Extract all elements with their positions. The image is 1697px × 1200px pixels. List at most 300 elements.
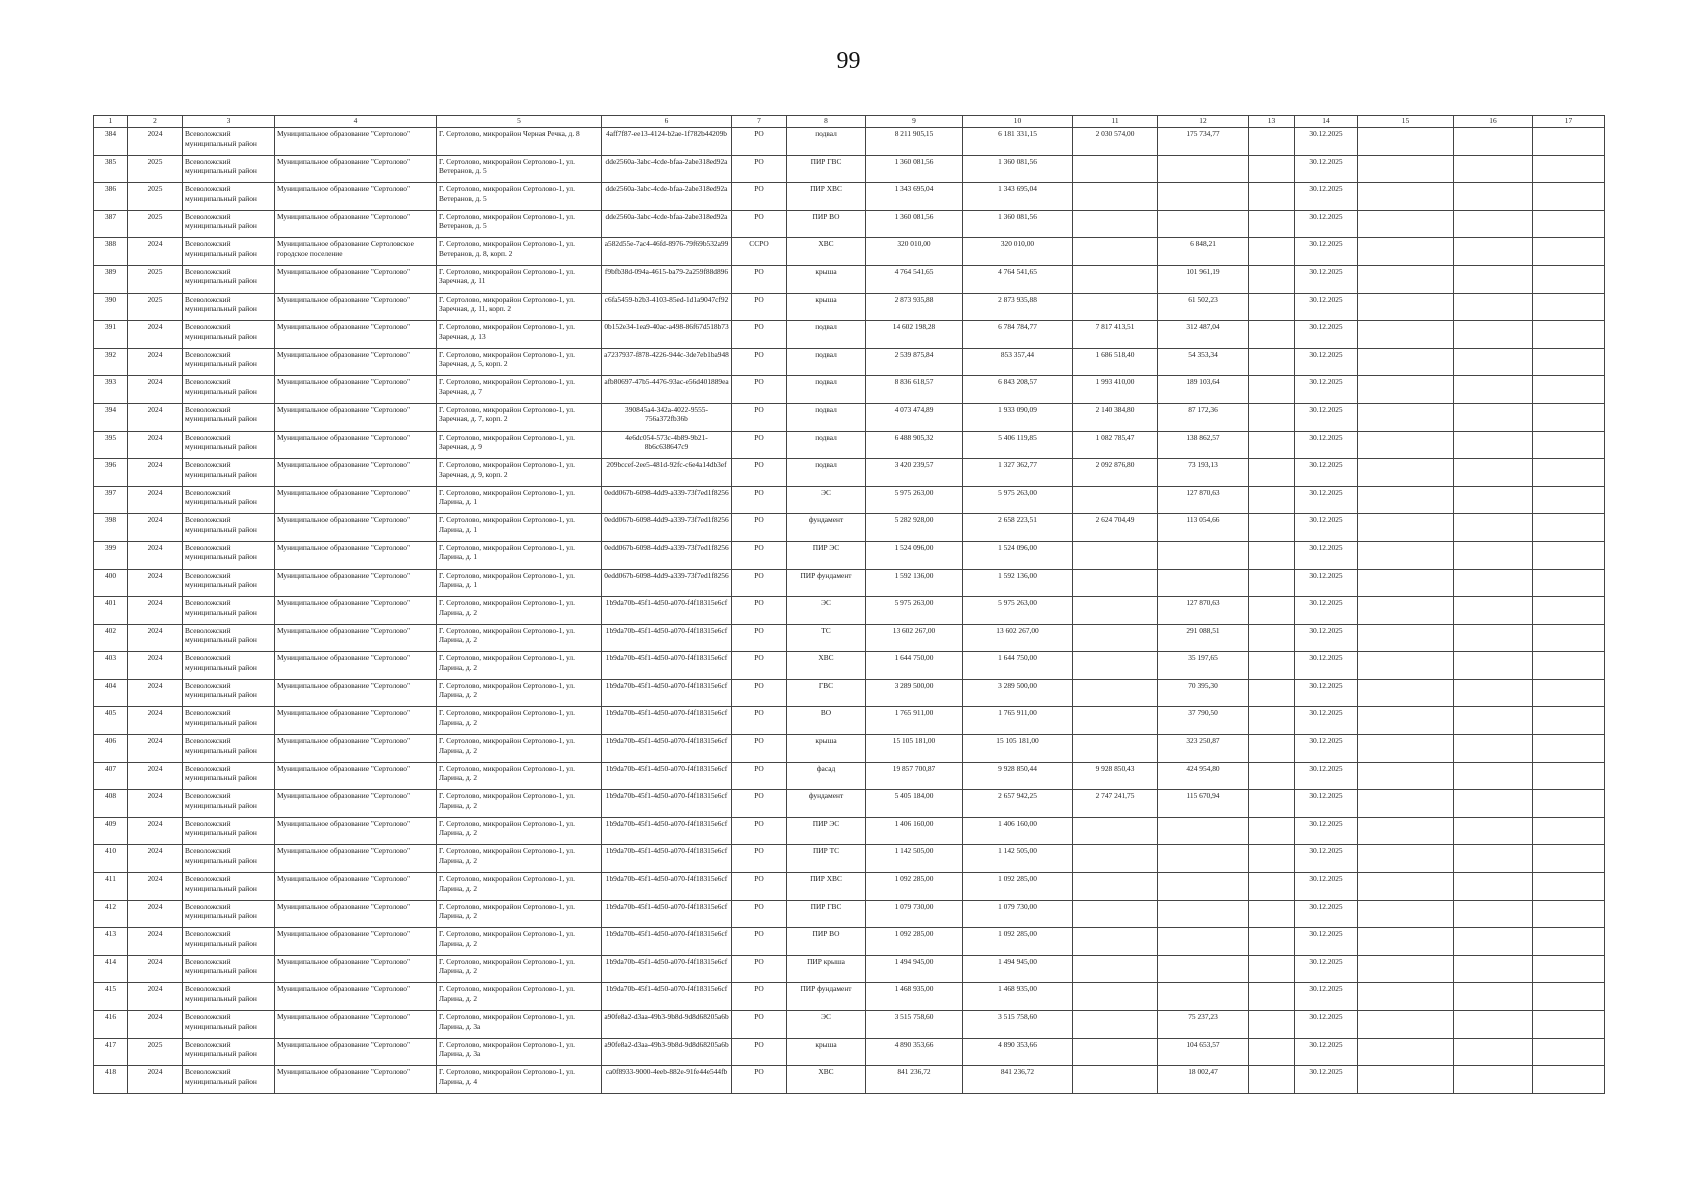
cost-fund-cell: 1 142 505,00 bbox=[963, 845, 1073, 873]
completion-date-cell: 30.12.2025 bbox=[1295, 735, 1358, 763]
table-row bbox=[94, 183, 1605, 211]
total-cost-cell: 5 282 928,00 bbox=[866, 514, 963, 542]
house-guid-cell: 1b9da70b-45f1-4d50-a070-f4f18315e6cf bbox=[602, 928, 732, 956]
cost-control-cell: 87 172,36 bbox=[1158, 403, 1249, 431]
cost-fund-cell: 2 873 935,88 bbox=[963, 293, 1073, 321]
house-guid-cell: dde2560a-3abc-4cde-bfaa-2abe318ed92a bbox=[602, 183, 732, 211]
address-cell: Г. Сертолово, микрорайон Сертолово-1, ул. Ларина, д. 3а bbox=[437, 1038, 602, 1066]
program-cell: РО bbox=[732, 514, 787, 542]
row-number-cell: 402 bbox=[94, 624, 128, 652]
cost-control-cell: 127 870,63 bbox=[1158, 486, 1249, 514]
cost-control-cell bbox=[1158, 845, 1249, 873]
address-cell: Г. Сертолово, микрорайон Сертолово-1, ул. Ветеранов, д. 5 bbox=[437, 210, 602, 238]
municipality-cell: Муниципальное образование "Сертолово" bbox=[275, 128, 437, 156]
column-number-17: 17 bbox=[1533, 116, 1605, 128]
district-cell: Всеволожский муниципальный район bbox=[183, 597, 275, 625]
district-cell: Всеволожский муниципальный район bbox=[183, 541, 275, 569]
table-row bbox=[94, 265, 1605, 293]
work-type-cell: подвал bbox=[787, 403, 866, 431]
row-number-cell: 387 bbox=[94, 210, 128, 238]
work-type-cell: фундамент bbox=[787, 790, 866, 818]
col-13-cell bbox=[1249, 514, 1295, 542]
total-cost-cell: 841 236,72 bbox=[866, 1066, 963, 1094]
work-type-cell: фундамент bbox=[787, 514, 866, 542]
cost-other-cell bbox=[1073, 1066, 1158, 1094]
year-cell: 2024 bbox=[128, 1011, 183, 1039]
col-13-cell bbox=[1249, 459, 1295, 487]
district-cell: Всеволожский муниципальный район bbox=[183, 955, 275, 983]
work-type-cell: крыша bbox=[787, 293, 866, 321]
col-17-cell bbox=[1533, 541, 1605, 569]
district-cell: Всеволожский муниципальный район bbox=[183, 1011, 275, 1039]
col-17-cell bbox=[1533, 348, 1605, 376]
district-cell: Всеволожский муниципальный район bbox=[183, 321, 275, 349]
table-row bbox=[94, 1066, 1605, 1094]
col-15-cell bbox=[1358, 210, 1454, 238]
house-guid-cell: dde2560a-3abc-4cde-bfaa-2abe318ed92a bbox=[602, 155, 732, 183]
col-15-cell bbox=[1358, 652, 1454, 680]
cost-fund-cell: 1 360 081,56 bbox=[963, 155, 1073, 183]
col-16-cell bbox=[1454, 1066, 1533, 1094]
completion-date-cell: 30.12.2025 bbox=[1295, 128, 1358, 156]
cost-fund-cell: 2 657 942,25 bbox=[963, 790, 1073, 818]
completion-date-cell: 30.12.2025 bbox=[1295, 652, 1358, 680]
cost-other-cell bbox=[1073, 541, 1158, 569]
row-number-cell: 384 bbox=[94, 128, 128, 156]
col-16-cell bbox=[1454, 321, 1533, 349]
cost-control-cell bbox=[1158, 928, 1249, 956]
col-13-cell bbox=[1249, 735, 1295, 763]
cost-other-cell: 1 686 518,40 bbox=[1073, 348, 1158, 376]
year-cell: 2024 bbox=[128, 873, 183, 901]
address-cell: Г. Сертолово, микрорайон Сертолово-1, ул. Ларина, д. 2 bbox=[437, 845, 602, 873]
col-15-cell bbox=[1358, 983, 1454, 1011]
completion-date-cell: 30.12.2025 bbox=[1295, 597, 1358, 625]
col-13-cell bbox=[1249, 348, 1295, 376]
program-cell: РО bbox=[732, 983, 787, 1011]
cost-fund-cell: 1 765 911,00 bbox=[963, 707, 1073, 735]
district-cell: Всеволожский муниципальный район bbox=[183, 348, 275, 376]
cost-fund-cell: 1 343 695,04 bbox=[963, 183, 1073, 211]
cost-fund-cell: 1 644 750,00 bbox=[963, 652, 1073, 680]
district-cell: Всеволожский муниципальный район bbox=[183, 265, 275, 293]
address-cell: Г. Сертолово, микрорайон Сертолово-1, ул. Заречная, д. 11, корп. 2 bbox=[437, 293, 602, 321]
work-type-cell: ВО bbox=[787, 707, 866, 735]
col-17-cell bbox=[1533, 679, 1605, 707]
completion-date-cell: 30.12.2025 bbox=[1295, 459, 1358, 487]
municipality-cell: Муниципальное образование "Сертолово" bbox=[275, 459, 437, 487]
year-cell: 2024 bbox=[128, 762, 183, 790]
col-17-cell bbox=[1533, 983, 1605, 1011]
table-row bbox=[94, 569, 1605, 597]
program-cell: РО bbox=[732, 845, 787, 873]
house-guid-cell: 0b152e34-1ea9-40ac-a498-86f67d518b73 bbox=[602, 321, 732, 349]
col-16-cell bbox=[1454, 900, 1533, 928]
row-number-cell: 401 bbox=[94, 597, 128, 625]
col-15-cell bbox=[1358, 624, 1454, 652]
total-cost-cell: 4 073 474,89 bbox=[866, 403, 963, 431]
col-16-cell bbox=[1454, 679, 1533, 707]
row-number-cell: 403 bbox=[94, 652, 128, 680]
col-16-cell bbox=[1454, 541, 1533, 569]
completion-date-cell: 30.12.2025 bbox=[1295, 679, 1358, 707]
work-type-cell: крыша bbox=[787, 735, 866, 763]
work-type-cell: ХВС bbox=[787, 238, 866, 266]
col-13-cell bbox=[1249, 431, 1295, 459]
column-number-4: 4 bbox=[275, 116, 437, 128]
row-number-cell: 414 bbox=[94, 955, 128, 983]
col-17-cell bbox=[1533, 817, 1605, 845]
row-number-cell: 413 bbox=[94, 928, 128, 956]
row-number-cell: 418 bbox=[94, 1066, 128, 1094]
cost-other-cell: 2 624 704,49 bbox=[1073, 514, 1158, 542]
cost-fund-cell: 1 494 945,00 bbox=[963, 955, 1073, 983]
cost-other-cell: 2 030 574,00 bbox=[1073, 128, 1158, 156]
district-cell: Всеволожский муниципальный район bbox=[183, 762, 275, 790]
year-cell: 2024 bbox=[128, 790, 183, 818]
col-17-cell bbox=[1533, 1038, 1605, 1066]
cost-control-cell: 6 848,21 bbox=[1158, 238, 1249, 266]
table-row bbox=[94, 128, 1605, 156]
cost-other-cell bbox=[1073, 155, 1158, 183]
completion-date-cell: 30.12.2025 bbox=[1295, 1011, 1358, 1039]
row-number-cell: 407 bbox=[94, 762, 128, 790]
completion-date-cell: 30.12.2025 bbox=[1295, 762, 1358, 790]
col-15-cell bbox=[1358, 348, 1454, 376]
work-type-cell: ПИР ТС bbox=[787, 845, 866, 873]
total-cost-cell: 1 592 136,00 bbox=[866, 569, 963, 597]
district-cell: Всеволожский муниципальный район bbox=[183, 652, 275, 680]
completion-date-cell: 30.12.2025 bbox=[1295, 624, 1358, 652]
col-17-cell bbox=[1533, 183, 1605, 211]
municipality-cell: Муниципальное образование "Сертолово" bbox=[275, 762, 437, 790]
work-type-cell: подвал bbox=[787, 376, 866, 404]
program-cell: РО bbox=[732, 1066, 787, 1094]
work-type-cell: ГВС bbox=[787, 679, 866, 707]
district-cell: Всеволожский муниципальный район bbox=[183, 1066, 275, 1094]
address-cell: Г. Сертолово, микрорайон Сертолово-1, ул. Ларина, д. 2 bbox=[437, 900, 602, 928]
year-cell: 2024 bbox=[128, 624, 183, 652]
total-cost-cell: 3 420 239,57 bbox=[866, 459, 963, 487]
address-cell: Г. Сертолово, микрорайон Сертолово-1, ул. Ларина, д. 2 bbox=[437, 817, 602, 845]
completion-date-cell: 30.12.2025 bbox=[1295, 348, 1358, 376]
cost-control-cell: 70 395,30 bbox=[1158, 679, 1249, 707]
house-guid-cell: 1b9da70b-45f1-4d50-a070-f4f18315e6cf bbox=[602, 624, 732, 652]
work-type-cell: ТС bbox=[787, 624, 866, 652]
row-number-cell: 396 bbox=[94, 459, 128, 487]
house-guid-cell: 0edd067b-6098-4dd9-a339-73f7ed1f8256 bbox=[602, 541, 732, 569]
cost-control-cell: 323 250,87 bbox=[1158, 735, 1249, 763]
completion-date-cell: 30.12.2025 bbox=[1295, 1038, 1358, 1066]
col-16-cell bbox=[1454, 376, 1533, 404]
year-cell: 2024 bbox=[128, 652, 183, 680]
municipality-cell: Муниципальное образование "Сертолово" bbox=[275, 541, 437, 569]
column-number-1: 1 bbox=[94, 116, 128, 128]
work-type-cell: подвал bbox=[787, 321, 866, 349]
district-cell: Всеволожский муниципальный район bbox=[183, 210, 275, 238]
col-16-cell bbox=[1454, 597, 1533, 625]
col-15-cell bbox=[1358, 155, 1454, 183]
col-15-cell bbox=[1358, 321, 1454, 349]
year-cell: 2024 bbox=[128, 541, 183, 569]
row-number-cell: 388 bbox=[94, 238, 128, 266]
col-17-cell bbox=[1533, 486, 1605, 514]
cost-control-cell bbox=[1158, 183, 1249, 211]
col-13-cell bbox=[1249, 128, 1295, 156]
program-cell: РО bbox=[732, 348, 787, 376]
municipality-cell: Муниципальное образование "Сертолово" bbox=[275, 679, 437, 707]
address-cell: Г. Сертолово, микрорайон Сертолово-1, ул. Ветеранов, д. 8, корп. 2 bbox=[437, 238, 602, 266]
row-number-cell: 410 bbox=[94, 845, 128, 873]
row-number-cell: 395 bbox=[94, 431, 128, 459]
municipality-cell: Муниципальное образование "Сертолово" bbox=[275, 817, 437, 845]
col-17-cell bbox=[1533, 210, 1605, 238]
year-cell: 2024 bbox=[128, 955, 183, 983]
row-number-cell: 392 bbox=[94, 348, 128, 376]
row-number-cell: 393 bbox=[94, 376, 128, 404]
col-15-cell bbox=[1358, 431, 1454, 459]
cost-fund-cell: 841 236,72 bbox=[963, 1066, 1073, 1094]
table-row bbox=[94, 790, 1605, 818]
program-cell: РО bbox=[732, 652, 787, 680]
cost-other-cell bbox=[1073, 569, 1158, 597]
address-cell: Г. Сертолово, микрорайон Сертолово-1, ул. Заречная, д. 5, корп. 2 bbox=[437, 348, 602, 376]
col-16-cell bbox=[1454, 928, 1533, 956]
col-16-cell bbox=[1454, 1038, 1533, 1066]
completion-date-cell: 30.12.2025 bbox=[1295, 817, 1358, 845]
col-17-cell bbox=[1533, 735, 1605, 763]
municipality-cell: Муниципальное образование "Сертолово" bbox=[275, 569, 437, 597]
municipality-cell: Муниципальное образование "Сертолово" bbox=[275, 1066, 437, 1094]
total-cost-cell: 1 468 935,00 bbox=[866, 983, 963, 1011]
column-number-14: 14 bbox=[1295, 116, 1358, 128]
cost-other-cell bbox=[1073, 817, 1158, 845]
district-cell: Всеволожский муниципальный район bbox=[183, 155, 275, 183]
col-13-cell bbox=[1249, 403, 1295, 431]
cost-control-cell bbox=[1158, 541, 1249, 569]
cost-fund-cell: 320 010,00 bbox=[963, 238, 1073, 266]
col-16-cell bbox=[1454, 155, 1533, 183]
municipality-cell: Муниципальное образование "Сертолово" bbox=[275, 1038, 437, 1066]
work-type-cell: подвал bbox=[787, 459, 866, 487]
column-number-11: 11 bbox=[1073, 116, 1158, 128]
cost-control-cell: 113 054,66 bbox=[1158, 514, 1249, 542]
col-15-cell bbox=[1358, 514, 1454, 542]
program-cell: РО bbox=[732, 431, 787, 459]
total-cost-cell: 320 010,00 bbox=[866, 238, 963, 266]
year-cell: 2025 bbox=[128, 293, 183, 321]
cost-control-cell: 75 237,23 bbox=[1158, 1011, 1249, 1039]
cost-control-cell: 35 197,65 bbox=[1158, 652, 1249, 680]
col-16-cell bbox=[1454, 403, 1533, 431]
program-cell: РО bbox=[732, 376, 787, 404]
completion-date-cell: 30.12.2025 bbox=[1295, 873, 1358, 901]
program-cell: РО bbox=[732, 597, 787, 625]
completion-date-cell: 30.12.2025 bbox=[1295, 238, 1358, 266]
program-cell: РО bbox=[732, 873, 787, 901]
year-cell: 2024 bbox=[128, 128, 183, 156]
district-cell: Всеволожский муниципальный район bbox=[183, 790, 275, 818]
year-cell: 2024 bbox=[128, 1066, 183, 1094]
work-type-cell: ПИР фундамент bbox=[787, 569, 866, 597]
work-type-cell: фасад bbox=[787, 762, 866, 790]
house-guid-cell: f9bfb38d-094a-4615-ba79-2a259f88d896 bbox=[602, 265, 732, 293]
col-13-cell bbox=[1249, 652, 1295, 680]
cost-control-cell bbox=[1158, 155, 1249, 183]
program-cell: РО bbox=[732, 955, 787, 983]
work-type-cell: ПИР ГВС bbox=[787, 155, 866, 183]
program-cell: РО bbox=[732, 155, 787, 183]
col-16-cell bbox=[1454, 514, 1533, 542]
municipality-cell: Муниципальное образование "Сертолово" bbox=[275, 790, 437, 818]
total-cost-cell: 1 524 096,00 bbox=[866, 541, 963, 569]
cost-other-cell bbox=[1073, 735, 1158, 763]
completion-date-cell: 30.12.2025 bbox=[1295, 928, 1358, 956]
page-number: 99 bbox=[836, 48, 861, 74]
cost-other-cell bbox=[1073, 1011, 1158, 1039]
col-17-cell bbox=[1533, 762, 1605, 790]
cost-other-cell bbox=[1073, 183, 1158, 211]
municipality-cell: Муниципальное образование "Сертолово" bbox=[275, 376, 437, 404]
municipality-cell: Муниципальное образование "Сертолово" bbox=[275, 928, 437, 956]
house-guid-cell: 1b9da70b-45f1-4d50-a070-f4f18315e6cf bbox=[602, 955, 732, 983]
municipality-cell: Муниципальное образование "Сертолово" bbox=[275, 735, 437, 763]
municipality-cell: Муниципальное образование "Сертолово" bbox=[275, 265, 437, 293]
total-cost-cell: 2 539 875,84 bbox=[866, 348, 963, 376]
col-15-cell bbox=[1358, 376, 1454, 404]
address-cell: Г. Сертолово, микрорайон Сертолово-1, ул. Заречная, д. 11 bbox=[437, 265, 602, 293]
total-cost-cell: 4 890 353,66 bbox=[866, 1038, 963, 1066]
cost-control-cell bbox=[1158, 569, 1249, 597]
column-number-9: 9 bbox=[866, 116, 963, 128]
col-13-cell bbox=[1249, 762, 1295, 790]
col-17-cell bbox=[1533, 955, 1605, 983]
col-15-cell bbox=[1358, 845, 1454, 873]
cost-control-cell: 101 961,19 bbox=[1158, 265, 1249, 293]
cost-control-cell bbox=[1158, 983, 1249, 1011]
col-15-cell bbox=[1358, 928, 1454, 956]
year-cell: 2025 bbox=[128, 265, 183, 293]
table-row bbox=[94, 873, 1605, 901]
municipality-cell: Муниципальное образование "Сертолово" bbox=[275, 155, 437, 183]
col-16-cell bbox=[1454, 265, 1533, 293]
program-cell: РО bbox=[732, 624, 787, 652]
program-cell: РО bbox=[732, 403, 787, 431]
completion-date-cell: 30.12.2025 bbox=[1295, 707, 1358, 735]
cost-control-cell bbox=[1158, 900, 1249, 928]
cost-other-cell bbox=[1073, 652, 1158, 680]
col-13-cell bbox=[1249, 624, 1295, 652]
cost-fund-cell: 5 975 263,00 bbox=[963, 597, 1073, 625]
year-cell: 2024 bbox=[128, 486, 183, 514]
year-cell: 2024 bbox=[128, 431, 183, 459]
address-cell: Г. Сертолово, микрорайон Сертолово-1, ул. Ларина, д. 3а bbox=[437, 1011, 602, 1039]
row-number-cell: 391 bbox=[94, 321, 128, 349]
total-cost-cell: 8 836 618,57 bbox=[866, 376, 963, 404]
table-row bbox=[94, 983, 1605, 1011]
program-cell: РО bbox=[732, 817, 787, 845]
col-17-cell bbox=[1533, 514, 1605, 542]
work-type-cell: подвал bbox=[787, 431, 866, 459]
column-number-2: 2 bbox=[128, 116, 183, 128]
col-13-cell bbox=[1249, 293, 1295, 321]
municipality-cell: Муниципальное образование "Сертолово" bbox=[275, 1011, 437, 1039]
col-15-cell bbox=[1358, 265, 1454, 293]
program-cell: РО bbox=[732, 790, 787, 818]
district-cell: Всеволожский муниципальный район bbox=[183, 679, 275, 707]
col-13-cell bbox=[1249, 1011, 1295, 1039]
address-cell: Г. Сертолово, микрорайон Сертолово-1, ул. Заречная, д. 9 bbox=[437, 431, 602, 459]
total-cost-cell: 14 602 198,28 bbox=[866, 321, 963, 349]
district-cell: Всеволожский муниципальный район bbox=[183, 293, 275, 321]
table-row bbox=[94, 735, 1605, 763]
col-15-cell bbox=[1358, 1066, 1454, 1094]
cost-fund-cell: 6 843 208,57 bbox=[963, 376, 1073, 404]
address-cell: Г. Сертолово, микрорайон Сертолово-1, ул. Ларина, д. 2 bbox=[437, 597, 602, 625]
district-cell: Всеволожский муниципальный район bbox=[183, 431, 275, 459]
house-guid-cell: 4e6dc054-573c-4b89-9b21-8b6c638647c9 bbox=[602, 431, 732, 459]
house-guid-cell: a90fe8a2-d3aa-49b3-9b8d-9d8d68205a6b bbox=[602, 1038, 732, 1066]
col-16-cell bbox=[1454, 955, 1533, 983]
house-guid-cell: 1b9da70b-45f1-4d50-a070-f4f18315e6cf bbox=[602, 983, 732, 1011]
cost-control-cell: 189 103,64 bbox=[1158, 376, 1249, 404]
cost-other-cell bbox=[1073, 486, 1158, 514]
cost-other-cell: 2 747 241,75 bbox=[1073, 790, 1158, 818]
cost-other-cell bbox=[1073, 265, 1158, 293]
district-cell: Всеволожский муниципальный район bbox=[183, 845, 275, 873]
district-cell: Всеволожский муниципальный район bbox=[183, 403, 275, 431]
table-row bbox=[94, 293, 1605, 321]
table-row bbox=[94, 1011, 1605, 1039]
municipality-cell: Муниципальное образование "Сертолово" bbox=[275, 293, 437, 321]
total-cost-cell: 1 360 081,56 bbox=[866, 155, 963, 183]
row-number-cell: 411 bbox=[94, 873, 128, 901]
district-cell: Всеволожский муниципальный район bbox=[183, 1038, 275, 1066]
work-type-cell: ПИР ГВС bbox=[787, 900, 866, 928]
year-cell: 2025 bbox=[128, 183, 183, 211]
year-cell: 2025 bbox=[128, 155, 183, 183]
program-cell: РО bbox=[732, 541, 787, 569]
cost-control-cell: 37 790,50 bbox=[1158, 707, 1249, 735]
cost-other-cell bbox=[1073, 900, 1158, 928]
district-cell: Всеволожский муниципальный район bbox=[183, 928, 275, 956]
column-number-row bbox=[94, 116, 1605, 128]
cost-fund-cell: 1 592 136,00 bbox=[963, 569, 1073, 597]
col-16-cell bbox=[1454, 845, 1533, 873]
completion-date-cell: 30.12.2025 bbox=[1295, 486, 1358, 514]
cost-other-cell bbox=[1073, 238, 1158, 266]
cost-fund-cell: 1 406 160,00 bbox=[963, 817, 1073, 845]
municipality-cell: Муниципальное образование "Сертолово" bbox=[275, 486, 437, 514]
row-number-cell: 399 bbox=[94, 541, 128, 569]
cost-control-cell: 138 862,57 bbox=[1158, 431, 1249, 459]
total-cost-cell: 3 515 758,60 bbox=[866, 1011, 963, 1039]
register-table bbox=[93, 115, 1605, 1094]
col-17-cell bbox=[1533, 321, 1605, 349]
municipality-cell: Муниципальное образование "Сертолово" bbox=[275, 624, 437, 652]
col-16-cell bbox=[1454, 707, 1533, 735]
program-cell: РО bbox=[732, 459, 787, 487]
col-13-cell bbox=[1249, 321, 1295, 349]
column-number-3: 3 bbox=[183, 116, 275, 128]
col-16-cell bbox=[1454, 293, 1533, 321]
address-cell: Г. Сертолово, микрорайон Черная Речка, д. 8 bbox=[437, 128, 602, 156]
cost-control-cell: 73 193,13 bbox=[1158, 459, 1249, 487]
program-cell: РО bbox=[732, 128, 787, 156]
address-cell: Г. Сертолово, микрорайон Сертолово-1, ул. Ларина, д. 2 bbox=[437, 624, 602, 652]
cost-fund-cell: 3 289 500,00 bbox=[963, 679, 1073, 707]
work-type-cell: ПИР ВО bbox=[787, 210, 866, 238]
